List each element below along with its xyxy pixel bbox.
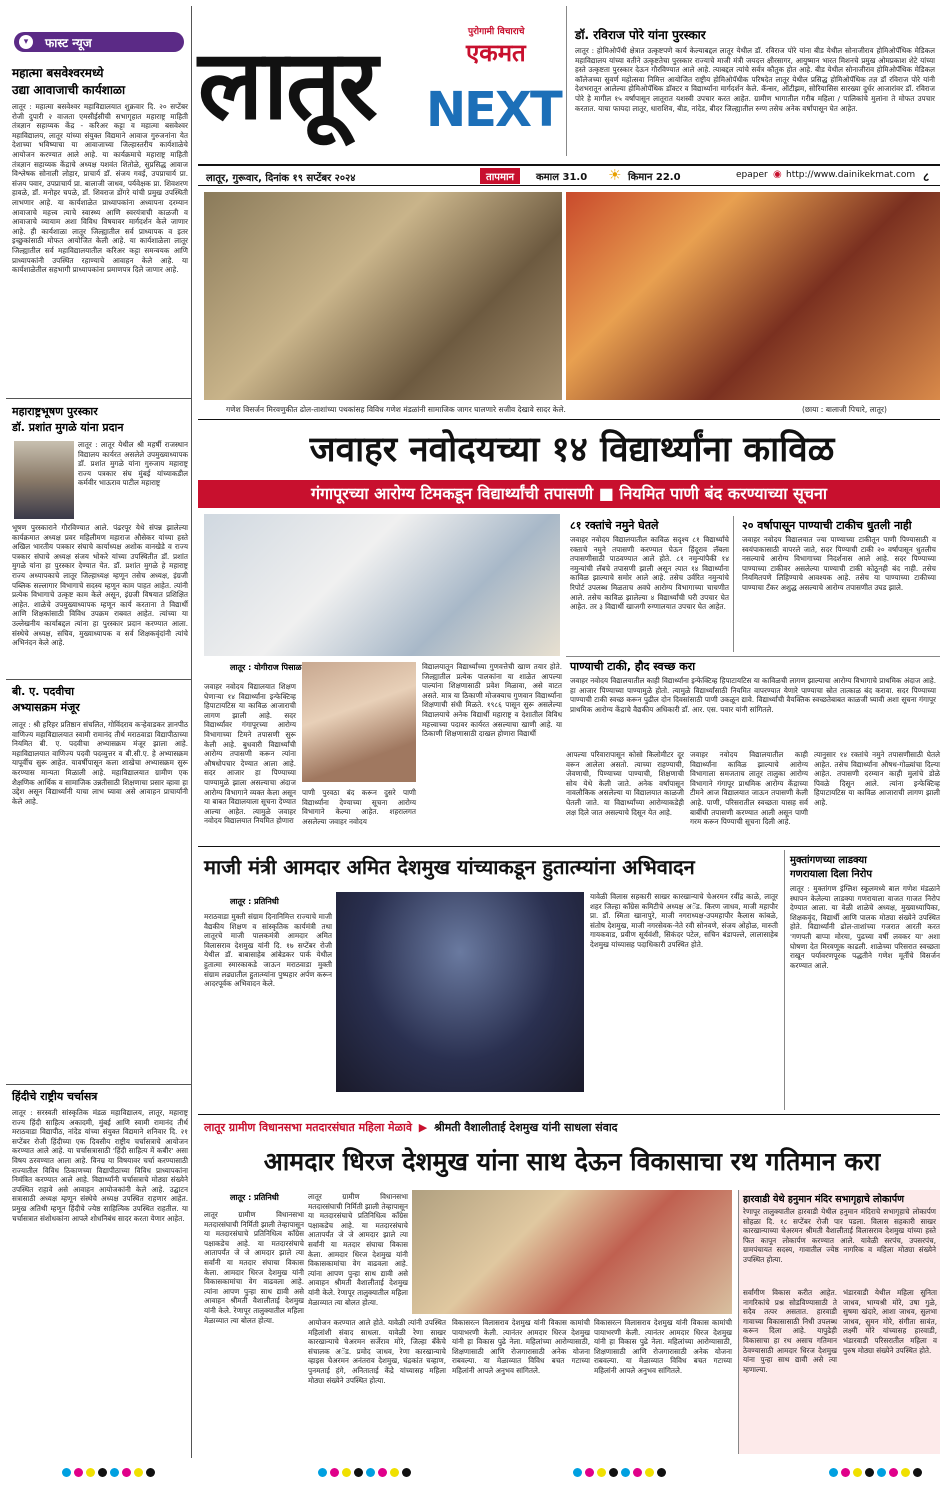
story2-side-title1: मुक्तांगणच्या लाडक्या bbox=[790, 855, 867, 866]
story3-box-body: रेणापूर तालुक्यातील हारवाडी येथील हनुमान मंदिराचे सभागृहाचे लोकार्पण सोहळा दि. १८ सप्टेंबर रोजी पार पडला. विलास सहकारी साखर कारखान्याच्या चेअरमन श्रीमती वैशालीताई विलासराव देशमुख यांच्या हस्ते फित कापून लोकार्पण करण्यात आले. यावेळी सरपंच, उपसरपंच, ग्रामपंचायत सदस्य, गावातील ज्येष्ठ नागरिक व महिला मोठ्या संख्येने उपस्थित होत्या. bbox=[743, 1207, 936, 1264]
s3-title1: बी. ए. पदवीचा bbox=[12, 685, 75, 698]
story3-col-1b: लातूर ग्रामीण विधानसभा मतदारसंघाची निर्मिती झाली तेव्हापासून या मतदारसंघाचे प्रतिनिधित्व काँग्रेस पक्षाकडेच आहे. या मतदारसंघाचे आतापर्यंत जे जे आमदार झाले त्या सर्वांनी या मतदार संघाचा विकास केला. आमदार धिरज देशमुख यांनी विकासकामांचा वेग वाढवला आहे. त्यांना आपण पुन्हा साथ द्यावी असे आवाहन श्रीमती वैशालीताई देशमुख यांनी केले. रेणापूर तालुक्यातील महिला मेळाव्यात त्या बोलत होत्या. bbox=[308, 1192, 408, 1307]
s2-body-a: लातूर : लातूर येथील श्री महर्षी राजस्थान विद्यालय कार्यरत असलेले उपमुख्याध्यापक डॉ. प्रशांत मुगळे यांना गुरुजाय महाराष्ट्र राज्य पत्रकार संघ मुंबई यांच्याकडील कर्मवीर भाऊराव पाटील महाराष्ट्र bbox=[78, 440, 188, 488]
lead-col-5: जवाहर नवोदय विद्यालयातील काही विद्यार्थ्यांना काविळ झाल्याचे आरोग्य विभागाला समजताच लातूर तालुका आरोग्य विभागाने गंगापूर प्राथमिक आरोग्य केंद्राच्या टीमने आज विद्यालयात जाऊन तपासणी केली आहे. पाणी, परिसरातील स्वच्छता यासह सर्व बाबींची तपासणी करण्यात आली असून पाणी गरम करून पिण्याची सूचना दिली आहे. bbox=[690, 750, 808, 827]
story3-col-1: लातूर ग्रामीण विधानसभा मतदारसंघाची निर्मिती झाली तेव्हापासून या मतदारसंघाचे प्रतिनिधित्व काँग्रेस पक्षाकडेच आहे. या मतदारसंघाचे आतापर्यंत जे जे आमदार झाले त्या सर्वांनी या मतदार संघाचा विकास केला. आमदार धिरज देशमुख यांनी विकासकामांचा वेग वाढवला आहे. त्यांना आपण पुन्हा साथ द्यावी असे आवाहन श्रीमती वैशालीताई देशमुख यांनी केले. रेणापूर तालुक्यातील महिला मेळाव्यात त्या बोलत होत्या. bbox=[204, 1210, 304, 1325]
registration-dots bbox=[62, 1468, 922, 1482]
lead-box-3 bbox=[566, 656, 940, 746]
health-checkup-photo bbox=[204, 514, 560, 656]
s4-body: लातूर : सरस्वती सांस्कृतिक मंडळ महाविद्यालय, लातूर, महाराष्ट्र राज्य हिंदी साहित्य अकादमी, मुंबई आणि स्वामी रामानंद तीर्थ मराठवाडा विद्यापीठ, नांदेड यांच्या संयुक्त विद्यमाने शनिवार दि. २१ सप्टेंबर रोजी हिंदीच्या एक दिवसीय राष्ट्रीय चर्चासत्राचे आयोजन करण्यात आले आहे. या चर्चासत्रासाठी 'हिंदी साहित्य में कबीर' असा विषय ठरवण्यात आला आहे. विनम्र या विषयावर चर्चा करण्यासाठी राज्यातील विविध ठिकाणच्या विद्यापीठाच्या विविध प्राध्यापकांना निमंत्रित करण्यात आले आहे. विद्यार्थ्यांनी चर्चासत्राचे मोठ्या संख्येने उपस्थित राहावे असे आवाहन आयोजकांनी केले आहे. उद्घाटन सत्रासाठी अध्यक्ष म्हणून संस्थेचे अध्यक्ष उपस्थित राहणार आहेत. प्रमुख अतिथी म्हणून हिंदीचे ज्येष्ठ साहित्यिक उपस्थित राहतील. या चर्चासत्रात संशोधकांना आपले शोधनिबंध सादर करता येणार आहेत. bbox=[12, 1108, 188, 1223]
story3-headline: आमदार धिरज देशमुख यांना साथ देऊन विकासाचा रथ गतिमान करा bbox=[263, 1147, 881, 1176]
masthead bbox=[198, 6, 560, 156]
lead-box-1 bbox=[566, 516, 734, 652]
top-right-body: लातूर : होमिओपॅथी क्षेत्रात उत्कृष्टपणे कार्य केल्याबद्दल लातूर येथील डॉ. रविराज पोरे यांना बीड येथील सोनाजीराव होमिओपॅथिक मेडिकल महाविद्यालय यांच्या वतीने उत्कृष्टतेचा पुरस्कार राज्याचे माजी मंत्री जयदत्त क्षीरसागर, आयुष्मान भारत मिशनचे प्रमुख ओमप्रकाश शेटे यांच्या हस्ते उत्कृष्टता पुरस्कार देऊन गौरविण्यात आले आहे. त्याबद्दल त्यांचे सर्वत्र कौतुक होत आहे. बीड येथील सोनाजीराव होमिओपॅथिक मेडिकल कॉलेजच्या सुवर्ण महोत्सवा निमित्त आयोजित राष्ट्रीय होमिओपॅथीक परिषदेत लातूर येथील प्रसिद्ध होमिओपॅथिक तज्ञ डॉ रविराज पोरे यांनी देशभरातून आलेल्या होमिओपॅथिक डॉक्टर व विद्यार्थ्यांना मार्गदर्शन केले. कॅन्सर, ऑटीझम, सोरियासिस सारख्या दुर्धर आजारांवर डॉ. रविराज पोरे हे मागील १५ वर्षांपासून लातूरात यशस्वी उपचार करत आहेत. ग्रामीण भागातील गरीब महिला / पालिकांचे मुलांना ते मोफत उपचार करतात. याचा फायदा लातूर, धाराशिव, बीड, नांदेड, बीदर जिल्ह्यातील रुग्ण तसेच अनेक वर्षांपासून घेत आहेत. bbox=[575, 46, 935, 113]
s1-body: लातूर : महात्मा बसवेश्वर महाविद्यालयात शुक्रवार दि. २० सप्टेंबर रोजी दुपारी २ वाजता एमसीईसीची सभागृहात महाराष्ट्र माहिती तंत्रज्ञान सहाय्यक केंद्र - करिअर कट्टा व महात्मा बसवेश्वर महाविद्यालय, लातूर यांच्या संयुक्त विद्यमाने आवाज गुरुजनांना येत देशाच्या भविष्याचा या आवाजाच्या जिल्हास्तरीय कार्यशाळेचे आयोजन करण्यात आले आहे. या कार्यक्रमाचे महाराष्ट्र माहिती तंत्रज्ञान सहाय्यक केंद्राचे अध्यक्ष यशवंत शितोळे, सुप्रसिद्ध आवाज विश्लेषक सोनाली लोहार, प्राचार्य डॉ. संजय गवई, उपप्राचार्य प्रा. संजय पवार, उपप्राचार्य प्रा. बालाजी जाधव, पर्यवेक्षक प्रा. शिवशरण हावळे, डॉ. मनोहर चपळे, डॉ. शिवराज डोंगरे यांची प्रमुख उपस्थिती लाभणार आहे. या कार्यशाळेत प्राध्यापकांना अध्यापना दरम्यान आवाजाचे महत्त्व त्याचे स्वास्थ्य आणि स्वरयंत्राची काळजी व आवाजाचे व्यायाम अशा विविध विषयावर मार्गदर्शन केले जाणार आहे. ही कार्यशाळा लातूर जिल्ह्यातील सर्व प्राध्यापक व इतर इच्छुकांसाठी मोफत आयोजित केली आहे. या कार्यशाळेला लातूर जिल्ह्यातील सर्व महाविद्यालयातील करिअर कट्टा समन्वयक आणि प्राध्यापकांनी उपस्थित रहाण्याचे आवाहन केले आहे. या कार्यशाळेतील सहभागी प्राध्यापकांना प्रमाणपत्र दिले जाणार आहे. bbox=[12, 102, 188, 275]
lead-col-1: जवाहर नवोदय विद्यालयात शिक्षण घेणाऱ्या १४ विद्यार्थ्यांना इन्फेक्टिव्ह हिपाटायटिस या काविळ आजाराची लागण झाली आहे. सदर विद्यार्थ्यांवर गंगापूरच्या आरोग्य विभागाच्या टिमने तपासणी सुरू केली आहे. बुधवारी विद्यार्थ्यांची आरोग्य तपासणी करून त्यांना औषधोपचार देण्यात आला आहे. सदर आजार हा पिण्याच्या पाण्यामुळे झाला असल्याचा अंदाज आरोग्य विभागाने व्यक्त केला असून या बाबत विद्यालयाला सूचना देण्यात आल्या आहेत. त्यामुळे जवाहर नवोदय विद्यालयात नियमित होणारा bbox=[204, 682, 296, 826]
top-right-title: डॉ. रविराज पोरे यांना पुरस्कार bbox=[575, 28, 706, 42]
temp-max: कमाल 31.0 bbox=[536, 172, 588, 183]
story3-banner-suffix: श्रीमती वैशालीताई देशमुख यांनी साधला संवाद bbox=[434, 1121, 618, 1134]
dateline: लातूर, गुरूवार, दिनांक १९ सप्टेंबर २०२४ bbox=[206, 173, 356, 184]
ganesh-procession-photo-1 bbox=[204, 192, 562, 400]
globe-icon: ◉ bbox=[773, 169, 782, 180]
story2-col-2: यावेळी विलास सहकारी साखर कारखान्याचे चेअरमन रवींद्र काळे, लातूर शहर जिल्हा काँग्रेस कमिटीचे अध्यक्ष अॅड. किरण जाधव, माजी महापौर प्रा. डॉ. स्मिता खानापुरे, माजी नगराध्यक्ष-उपमहापौर कैलास कांबळे, संतोष देशमुख, माजी नगरसेवक-नेते रवी सोनवणे, संजय ओहोळ, मारुती गायकवाड, प्रवीण सूर्यवंशी, सिकंदर पटेल, सचिन बंडापल्ले, लालासाहेब देशमुख यांच्यासह पदाधिकारी उपस्थित होते. bbox=[590, 892, 778, 949]
lead-col-6: त्यानुसार १४ रक्तांचे नमुने तपासणीसाठी घेतले आहेत. तसेच विद्यार्थ्यांना औषध-गोळ्यांचा दिल्या आहेत. तपासणी दरम्यान काही मुलांचे डोळे पिवळे दिसून आले. त्यांना इन्फेक्टिव्ह हिपाटायटिस या काविळ आजाराची लागण झाली आहे. bbox=[814, 750, 940, 807]
s2-title2: डॉ. प्रशांत मुगळे यांना प्रदान bbox=[12, 421, 124, 434]
square-bullet-icon: ▶ bbox=[418, 1121, 428, 1134]
story2-byline: लातूर : प्रतिनिधी bbox=[230, 897, 279, 906]
dateline-bar bbox=[198, 164, 940, 186]
story2-headline: माजी मंत्री आमदार अमित देशमुख यांच्याकडून हुतात्म्यांना अभिवादन bbox=[204, 855, 695, 879]
story3-box-col-2: भंडारवाडी येथील महिला सुनिता जाधव, भाग्यश्री मोरे, उषा गुळे, सुषमा खंदारे, आशा जाधव, सुलभा जाधव, सुमन मोरे, संगीता सावंत, लक्ष्मी मोरे यांच्यासह हारवाडी, भंडारवाडी परिसरातील महिला व पुरुष मोठ्या संख्येने उपस्थित होते. bbox=[843, 1288, 937, 1355]
dots-group-1 bbox=[62, 1468, 155, 1482]
s2-title1: महाराष्ट्रभूषण पुरस्कार bbox=[12, 405, 98, 418]
story2-side-title2: गणरायाला दिला निरोप bbox=[790, 869, 873, 880]
lead-subhead: गंगापूरच्या आरोग्य टिमकडून विद्यार्थ्यांची तपासणी ■ नियमित पाणी बंद करण्याच्या सूचना bbox=[198, 480, 940, 508]
story3-col-3b: विकासरत्न विलासराव देशमुख यांनी विकास कामांची पायाभरणी केली. त्यानंतर आमदार धिरज देशमुख यांनी हा विकास पुढे नेला. महिलांच्या आरोग्यासाठी, शिक्षणासाठी आणि रोजगारासाठी अनेक योजना राबवल्या. या मेळाव्यात विविध बचत गटाच्या महिलांनी आपले अनुभव सांगितले. bbox=[594, 1318, 732, 1375]
lead-box-2-title: २० वर्षापासून पाण्याची टाकीच धुतली नाही bbox=[742, 519, 912, 532]
sidebar bbox=[6, 6, 192, 1458]
photo-credit: (छाया : बालाजी पिचारे, लातूर) bbox=[802, 405, 887, 414]
masthead-next: NEXT bbox=[426, 82, 561, 138]
story3-box-col-1: सर्वांगीण विकास करीत आहेत. नागरिकांचे प्रश्न सोडविण्यासाठी ते सदैव तत्पर असतात. हारवाडी गावाच्या विकासासाठी निधी उपलब्ध करून दिला आहे. यापुढेही विकासाचा हा रथ असाच गतिमान ठेवण्यासाठी आमदार धिरज देशमुख यांना पुन्हा साथ द्यावी असे त्या म्हणाल्या. bbox=[743, 1288, 837, 1374]
story3-box-title: हारवाडी येथे हनुमान मंदिर सभागृहाचे लोकार्पण bbox=[743, 1194, 904, 1205]
s3-body: लातूर : श्री हरिहर प्रतिष्ठान संचलित, गोविंदराव कऱ्हेवाडकर ज्ञानपीठ वाणिज्य महाविद्यालयात स्वामी रामानंद तीर्थ मराठवाडा विद्यापीठाच्या नियमित बी. ए. पदवीचा अभ्यासक्रम मंजूर झाला आहे. महाविद्यालयात वाणिज्य पदवी पदव्युत्तर व बी.सी.ए. हे अभ्यासक्रम यापूर्वीच सुरू आहेत. यावर्षीपासून कला शाखेचा अभ्यासक्रम सुरू करण्यास मान्यता मिळाली आहे. महाविद्यालयात ग्रामीण एक शैक्षणिक आर्थिक व सामाजिक उन्नतीसाठी शिक्षणाचा प्रसार व्हावा हा उद्देश असून विद्यार्थ्यांनी याचा लाभ घ्यावा असे आवाहन प्राचार्यांनी केले आहे. bbox=[12, 720, 188, 806]
story3-box bbox=[738, 1190, 940, 1454]
page-number: ८ bbox=[923, 170, 930, 184]
story3-banner-prefix: लातूर ग्रामीण विधानसभा मतदारसंघात महिला मेळावे bbox=[204, 1121, 412, 1134]
s4-title: हिंदीचे राष्ट्रीय चर्चासत्र bbox=[12, 1090, 98, 1103]
s2-body-b: भूषण पुरस्काराने गौरविण्यात आले. पंढरपूर येथे संपन्न झालेल्या कार्यक्रमात अध्यक्ष प्रवर महिलीमण महाराज औसेकर यांच्या हस्ते अखिल भारतीय पत्रकार संघाचे कार्याध्यक्ष अशोक वानखेडे व राज्य पत्रकार संघाचे अध्यक्ष संजय भोकरे यांच्या उपस्थितीत डॉ. प्रशांत मुगळे यांना हा पुरस्कार देण्यात येत. डॉ. प्रशांत मुगळे हे महाराष्ट्र राज्य अध्यापकाचे लातूर जिल्हाध्यक्ष म्हणून तसेच अध्यक्ष, इंग्रजी पब्लिक सल्लागार विभागाचे सदस्य म्हणून काम पाहत आहेत. त्यांनी प्रत्येक विभागाचे उत्कृष्ट काम केले असून, इंग्रजी विषयात प्रशिक्षित आहेत. शाळेचे उपमुख्याध्यापक म्हणून कार्य करताना ते विद्यार्थी आणि शिक्षकांसाठी विविध उपक्रम राबवत आहेत. त्यांच्या या उल्लेखनीय कार्याबद्दल त्यांना हा पुरस्कार प्रदान करण्यात आला. संस्थेचे अध्यक्ष, सचिव, मुख्याध्यापक व सर्व शिक्षकवृंदांनी त्यांचे अभिनंदन केले आहे. bbox=[12, 523, 188, 648]
lead-col-3: विद्यालयातून विद्यार्थ्यांच्या गुणवत्तेची खाण तयार होते. जिल्ह्यातील प्रत्येक पालकांना या शाळेत आपल्या पाल्यांना शिक्षणासाठी प्रवेश मिळावा, असे वाटत असते. मात्र या ठिकाणी मोजक्याच गुणवान विद्यार्थ्यांना शिक्षणाची संधी मिळते. १९८६ पासून सुरू असलेल्या विद्यालयाचे अनेक विद्यार्थी महाराष्ट्र व देशातील विविध महत्त्वाच्या पदावर कार्यरत असल्याचा खाणी आहे. या ठिकाणी शिक्षणासाठी दाखल होणारा विद्यार्थी bbox=[422, 662, 562, 739]
masthead-brand: एकमत bbox=[466, 38, 526, 67]
temp-min: किमान 22.0 bbox=[628, 172, 681, 183]
water-tank-photo bbox=[302, 662, 416, 782]
lead-col-4: आपल्या परिवारापासून कोसो किलोमीटर दूर वरून आलेला असतो. त्याच्या राहण्याची, जेवणाची, पिण्याच्या पाण्याची, शिक्षणाची सोय येथे केली जाते. अनेक वर्षांपासून नावलौकिक असलेल्या या विद्यालयात काळजी घेतली जाते. या विद्यार्थ्यांच्या आरोग्याकडेही लक्ष दिले जात असल्याचे दिसून येत आहे. bbox=[566, 750, 684, 817]
martyr-tribute-photo bbox=[336, 892, 584, 1092]
lead-box-3-body: जवाहर नवोदय विद्यालयातील काही विद्यार्थ्यांना इन्फेक्टिव्ह हिपाटायटिस या काविळची लागण झाल्याचा आरोग्य विभागाचे प्राथमिक अंदाज आहे. हा आजार पिण्याच्या पाण्यामुळे होतो. त्यामुळे विद्यार्थ्यांसाठी नियमित वापरण्यात येणारे पाण्याचा स्रोत तात्काळ बंद करावा. सदर पिण्याच्या पाण्याची टाकी स्वच्छ करून पुढील दोन दिवसांसाठी पाणी उकळून द्यावे. विद्यार्थ्यांची वैयक्तिक स्वच्छतेबाबत काळजी घ्यावी अशा सूचना गंगापूर प्राथमिक आरोग्य केंद्राचे वैद्यकीय अधिकारी डॉ. आर. एस. पवार यांनी सांगितले. bbox=[570, 676, 936, 714]
lead-col-2: पाणी पुरवठा बंद करून दुसरे पाणी विद्यार्थ्यांना देण्याच्या सूचना आरोग्य विभागाने केल्या आहेत. शहरालगत असलेल्या जवाहर नवोदय bbox=[302, 788, 416, 826]
story3-col-2: आयोजन करण्यात आले होते. यावेळी त्यांनी उपस्थित महिलांशी संवाद साधला. यावेळी रेणा साखर कारखान्याचे चेअरमन सर्जेराव मोरे, जिल्हा बँकेचे संचालक अॅड. प्रमोद जाधव, रेणा कारखान्याचे व्हाइस चेअरमन अनंतराव देशमुख, चंद्रकांत चव्हाण, पुनमताई हंगे, अनिताताई केंद्रे यांच्यासह महिला मोठ्या संख्येने उपस्थित होत्या. bbox=[308, 1318, 446, 1385]
lead-byline: लातूर : योगीराज पिसाळ bbox=[230, 663, 302, 672]
story3-byline: लातूर : प्रतिनिधी bbox=[230, 1193, 279, 1202]
lead-headline: जवाहर नवोदयच्या १४ विद्यार्थ्यांना काविळ bbox=[309, 430, 835, 470]
dots-group-3 bbox=[573, 1468, 666, 1482]
dots-group-4 bbox=[829, 1468, 922, 1482]
chevron-down-icon: ▾ bbox=[19, 35, 33, 49]
women-gathering-photo bbox=[412, 1190, 732, 1314]
story3-banner bbox=[204, 1118, 940, 1138]
sidebar-header bbox=[14, 32, 184, 52]
epaper-url: http://www.dainikekmat.com bbox=[786, 170, 916, 180]
s1-title1: महात्मा बसवेश्वरमध्ये bbox=[12, 66, 104, 80]
story2-side-body: लातूर : मुक्तांगण इंग्लिश स्कूलमध्ये बाल गणेश मंडळाने स्थापन केलेल्या लाडक्या गणरायाला वाजत गाजत निरोप देण्यात आला. या वेळी शाळेचे अध्यक्ष, मुख्याध्यापिका, शिक्षकवृंद, विद्यार्थी आणि पालक मोठ्या संख्येने उपस्थित होते. विद्यार्थ्यांनी ढोल-ताशांच्या गजरात आरती करत 'गणपती बाप्पा मोरया, पुढच्या वर्षी लवकर या' अशा घोषणा देत मिरवणूक काढली. शाळेच्या परिसरात स्वच्छता राखून पर्यावरणपूरक पद्धतीने गणेश मूर्तीचे विसर्जन करण्यात आले. bbox=[790, 884, 940, 970]
ganesh-procession-photo-2 bbox=[566, 192, 940, 400]
lead-box-3-title: पाण्याची टाकी, हौद स्वच्छ करा bbox=[570, 660, 696, 673]
s1-title2: उद्या आवाजाची कार्यशाळा bbox=[12, 83, 126, 97]
story2-side bbox=[790, 852, 940, 1110]
lead-box-1-body: जवाहर नवोदय विद्यालयातील काविळ सदृश्य ८१ विद्यार्थ्यांचे रक्ताचे नमुने तपासणी करण्यात घेऊन हिंदूराव लॅबला तपासणीसाठी पाठवण्यात आले होते. ८१ नमुन्यांपैकी १४ नमुन्यांची लॅबचे तपासणी झाली असून त्यात १४ विद्यार्थ्यांना काविळ झाल्याचे समोर आले आहे. तसेच उर्वरित नमुन्यांचे रिपोर्ट उपलब्ध मिळताच अवघे आरोग्य विभागाच्या चाचणीत आले. तसेच काविळ झालेल्या ४ विद्यार्थ्यांची घरी उपचार घेत आहेत. तर ३ विद्यार्थी खाजगी रुग्णालयात उपचार घेत आहेत. bbox=[570, 535, 729, 612]
story2-col-1: मराठवाडा मुक्ती संग्राम दिनानिमित्त राज्याचे माजी वैद्यकीय शिक्षण व सांस्कृतिक कार्यमंत्री तथा लातूरचे माजी पालकमंत्री आमदार अमित विलासराव देशमुख यांनी दि. १७ सप्टेंबर रोजी येथील डॉ. बाबासाहेब आंबेडकर पार्क येथील हुतात्मा स्मारकाकडे जाऊन मराठवाडा मुक्ती संग्राम लढ्यातील हुतात्म्यांना पुष्पहार अर्पण करून आदरपूर्वक अभिवादन केले. bbox=[204, 912, 332, 989]
temp-label: तापमान bbox=[480, 168, 520, 184]
lead-box-1-title: ८१ रक्तांचे नमुने घेतले bbox=[570, 519, 659, 532]
sun-icon: ☀ bbox=[608, 166, 622, 184]
sidebar-header-label: फास्ट न्यूज bbox=[45, 35, 92, 50]
lead-box-2-body: जवाहर नवोदय विद्यालयात ज्या पाण्याच्या टाकीतून पाणी पिण्यासाठी व स्वयंपाकासाठी वापरले जाते, सदर पिण्याची टाकी २० वर्षांपासून धुतलीच नसल्याचे आरोग्य विभागाच्या निदर्शनास आले आहे. सदर पिण्याच्या पाण्याच्या टाकीवर असलेल्या पाण्याची टाकी कोठूनही बंद नाही. तसेच नियमितपणे लिहिण्याचे आवश्यक आहे. तसेच या पाण्याच्या टाकीच्या पाण्याचा टँकर अशुद्ध असल्याचे आरोग्य तपासणीत उघड झाले. bbox=[742, 535, 936, 592]
epaper-label: epaper bbox=[736, 170, 768, 180]
s2-portrait bbox=[14, 441, 74, 519]
photo-caption: गणेश विसर्जन मिरवणुकीत ढोल-ताशांच्या पथकांसह विविध गणेश मंडळांनी सामाजिक जागर घालणारे सजीव देखावे सादर केले. bbox=[226, 405, 566, 414]
lead-box-2 bbox=[738, 516, 940, 652]
s3-title2: अभ्यासक्रम मंजूर bbox=[12, 701, 80, 714]
dots-group-2 bbox=[318, 1468, 411, 1482]
masthead-tagline: पुरोगामी विचाराचे bbox=[468, 27, 525, 37]
masthead-latur: लातूर bbox=[198, 29, 376, 141]
top-right-story bbox=[566, 6, 940, 156]
story3-col-3: विकासरत्न विलासराव देशमुख यांनी विकास कामांची पायाभरणी केली. त्यानंतर आमदार धिरज देशमुख यांनी हा विकास पुढे नेला. महिलांच्या आरोग्यासाठी, शिक्षणासाठी आणि रोजगारासाठी अनेक योजना राबवल्या. या मेळाव्यात विविध बचत गटाच्या महिलांनी आपले अनुभव सांगितले. bbox=[452, 1318, 590, 1375]
